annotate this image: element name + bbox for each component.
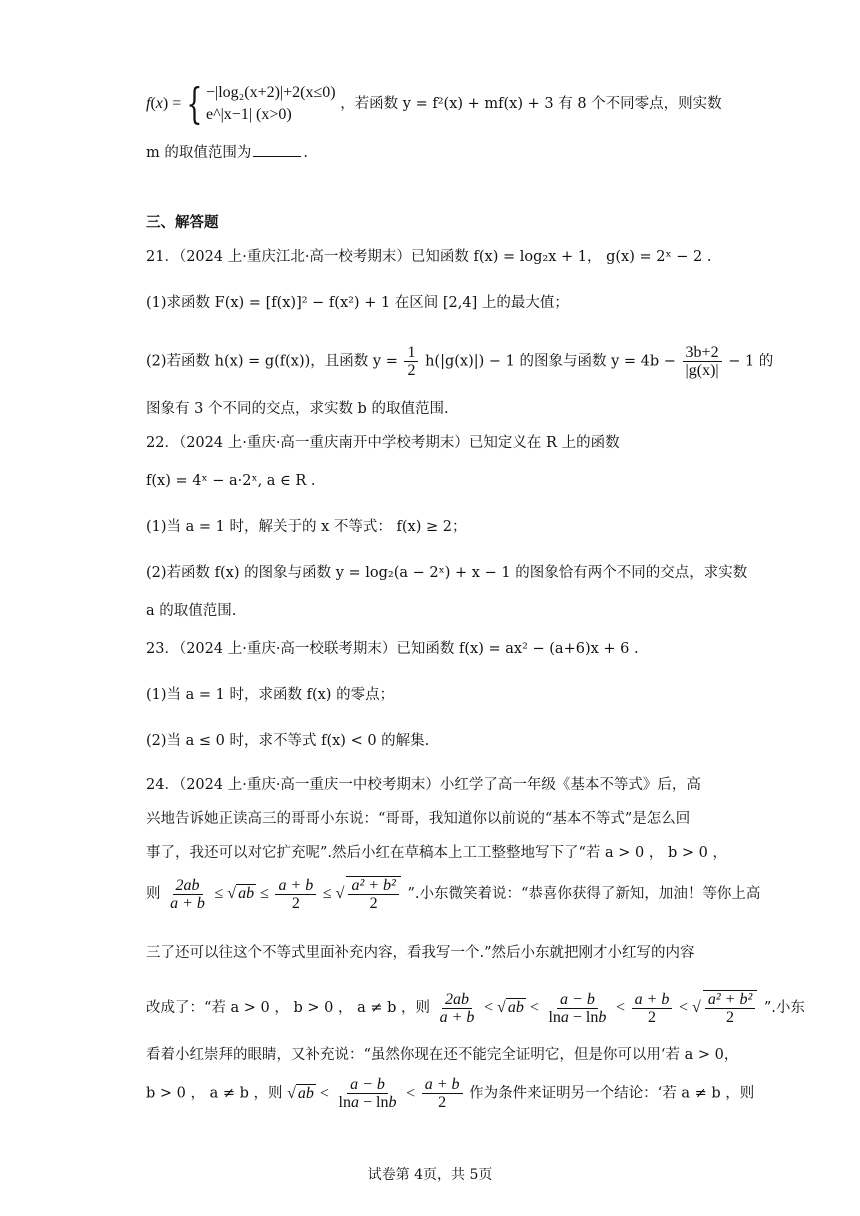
q21-part2-c: − 1 的 [728,353,774,370]
q22-header: 22．（2024 上·重庆·高一重庆南开中学校考期末）已知定义在 R 上的函数 [146,435,620,451]
q24-line7: 看着小红崇拜的眼睛，又补充说：“虽然你现在还不能完全证明它，但是你可以用‘若 a > 0， [146,1047,739,1063]
q20-piecewise-line [146,79,722,134]
q24-line6-b: ”.小东 [763,1000,805,1016]
piecewise-function: f ( x ) = { −|log₂(x+2)|+2(x≤0) e^|x−1| (x>0) [146,79,336,128]
q24-line4-a: 则 [146,886,161,902]
q21-part2 [146,344,773,388]
q22-part2: (2)若函数 f(x) 的图象与函数 y = log₂(a − 2ˣ) + x − 1 的图象恰有两个不同的交点，求实数 [146,565,748,581]
q24-line2: 兴地告诉她正读高三的哥哥小东说：“哥哥，我知道你以前说的“基本不等式”是怎么回 [146,811,691,827]
inequality-chain-3: √ ab < $\frac{a - b}{\ln a - \ln b}$ < $\frac{a + b}{2}$ [287,1086,469,1102]
piece-top: −|log₂(x+2)|+2(x≤0) [205,84,336,101]
answer-blank [253,142,301,157]
q24-line4 [146,876,760,920]
inequality-chain-1: $\frac{2ab}{a + b}$ ≤ √ ab ≤ $\frac{a + b}{2}$ ≤ √ $\frac{\text{a² + b²}}{2}$ [165,886,407,902]
q24-line6 [146,990,805,1034]
q22-part1: (1)当 a = 1 时，解关于的 x 不等式： f(x) ≥ 2； [146,519,467,535]
inequality-chain-2: $\frac{2ab}{a + b}$ < √ ab < $\frac{a - b}{\ln a - \ln b}$ < $\frac{a + b}{2}$ < √ $\frac{\text{a² + b²}}{2}$ [435,1000,764,1016]
q22-part2-line2: a 的取值范围. [146,603,237,619]
left-brace: { [186,79,203,128]
q24-line8 [146,1076,754,1120]
q20-line2 [146,142,308,164]
q21-part2-line2: 图象有 3 个不同的交点，求实数 b 的取值范围. [146,401,449,417]
q24-line4-b: ”.小东微笑着说：“恭喜你获得了新知，加油！等你上高 [407,886,761,902]
q24-line6-a: 改成了：“若 a > 0 ， b > 0 ， a ≠ b ，则 [146,1000,430,1016]
q23-part2: (2)当 a ≤ 0 时，求不等式 f(x) < 0 的解集. [146,733,430,749]
q21-part2-b: h(|g(x)|) − 1 的图象与函数 y = 4b − [425,353,681,370]
q20-period: . [303,145,308,161]
page-footer: 试卷第 4页，共 5页 [367,1167,493,1183]
q22-def: f(x) = 4ˣ − a·2ˣ, a ∈ R . [146,473,316,489]
q21-header: 21．（2024 上·重庆江北·高一校考期末）已知函数 f(x) = log₂x + 1， g(x) = 2ˣ − 2 . [146,249,712,265]
section-title: 三、解答题 [146,214,219,231]
q20-condition: ，若函数 y = f²(x) + mf(x) + 3 有 8 个不同零点，则实数 [340,96,722,112]
q20-question: m 的取值范围为 [146,145,252,161]
q24-line5: 三了还可以往这个不等式里面补充内容，看我写一个.”然后小东就把刚才小红写的内容 [146,945,695,961]
fraction-one-half: $\frac{1}{2}$ [404,344,418,379]
piece-bottom: e^|x−1| (x>0) [205,106,292,123]
fraction-3b-plus-2: $\frac{3b+2}{|g(x)|}$ [683,344,722,379]
q23-part1: (1)当 a = 1 时，求函数 f(x) 的零点； [146,687,395,703]
q24-line8-a: b > 0 ， a ≠ b ，则 [146,1085,283,1102]
q21-part1: (1)求函数 F(x) = [f(x)]² − f(x²) + 1 在区间 [2,4] 上的最大值； [146,295,569,311]
q24-line3: 事了，我还可以对它扩充呢”.然后小红在草稿本上工工整整地写下了“若 a > 0 ， b > 0 ， [146,845,727,861]
q21-part2-a: (2)若函数 h(x) = g(f(x))，且函数 y = [146,353,403,370]
q24-line1: 24．（2024 上·重庆·高一重庆一中校考期末）小红学了高一年级《基本不等式》后，高 [146,777,701,793]
q24-line8-b: 作为条件来证明另一个结论：‘若 a ≠ b ，则 [469,1085,755,1102]
q23-header: 23．（2024 上·重庆·高一校联考期末）已知函数 f(x) = ax² − (a+6)x + 6 . [146,641,639,657]
